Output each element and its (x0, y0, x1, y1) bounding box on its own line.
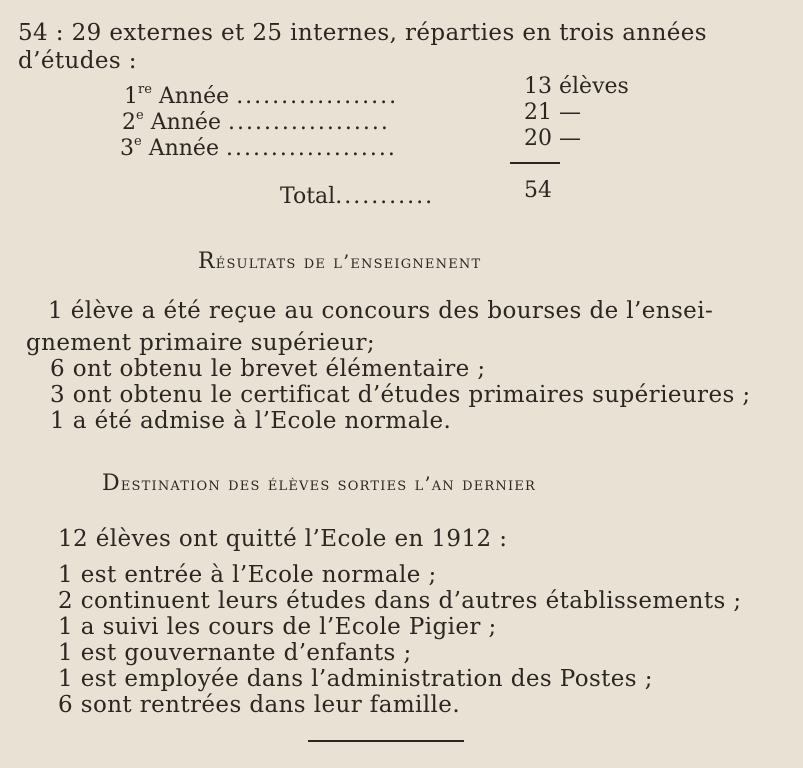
sum-rule (510, 162, 560, 164)
year-value-3: 20 — (524, 126, 581, 151)
year-number: 1 (124, 84, 138, 109)
resultats-line-4: 3 ont obtenu le certificat d’études primaires supérieures ; (50, 382, 751, 408)
leader-dots: .................. (236, 84, 399, 109)
year-row-3 (120, 136, 397, 162)
leader-dots: ........... (335, 184, 435, 209)
year-row-2 (122, 110, 390, 136)
year-label: Année (158, 84, 230, 109)
destination-line-1: 1 est entrée à l’Ecole normale ; (58, 562, 437, 588)
destination-line-5: 1 est employée dans l’administration des Postes ; (58, 666, 653, 692)
total-label: Total (280, 184, 336, 209)
destination-line-3: 1 a suivi les cours de l’Ecole Pigier ; (58, 614, 497, 640)
year-ordinal: e (134, 134, 142, 149)
resultats-line-3: 6 ont obtenu le brevet élémentaire ; (50, 356, 486, 382)
year-row-1 (124, 84, 398, 110)
total-value: 54 (524, 178, 552, 203)
closing-rule (308, 740, 464, 742)
year-value-2: 21 — (524, 100, 581, 125)
intro-line-2: d’études : (18, 48, 137, 74)
resultats-line-5: 1 a été admise à l’Ecole normale. (50, 408, 452, 434)
year-value-1: 13 élèves (524, 74, 629, 99)
total-row (280, 184, 434, 210)
resultats-line-1: 1 élève a été reçue au concours des bourses de l’ensei- (48, 298, 714, 324)
destination-line-4: 1 est gouvernante d’enfants ; (58, 640, 412, 666)
destination-intro: 12 élèves ont quitté l’Ecole en 1912 : (58, 526, 508, 552)
year-label: Année (148, 136, 219, 161)
year-ordinal: re (138, 82, 152, 97)
leader-dots: .................. (227, 110, 390, 135)
destination-heading: Destination des élèves sorties l’an dernier (102, 471, 536, 496)
year-number: 2 (122, 110, 136, 135)
year-ordinal: e (136, 108, 144, 123)
destination-line-2: 2 continuent leurs études dans d’autres établissements ; (58, 588, 742, 614)
year-number: 3 (120, 136, 134, 161)
resultats-heading: Résultats de l’enseignenent (198, 249, 482, 274)
year-label: Année (150, 110, 221, 135)
resultats-line-2: gnement primaire supérieur; (26, 330, 376, 356)
leader-dots: ................... (225, 136, 397, 161)
intro-line-1: 54 : 29 externes et 25 internes, réparties en trois années (18, 20, 708, 46)
destination-line-6: 6 sont rentrées dans leur famille. (58, 692, 461, 718)
